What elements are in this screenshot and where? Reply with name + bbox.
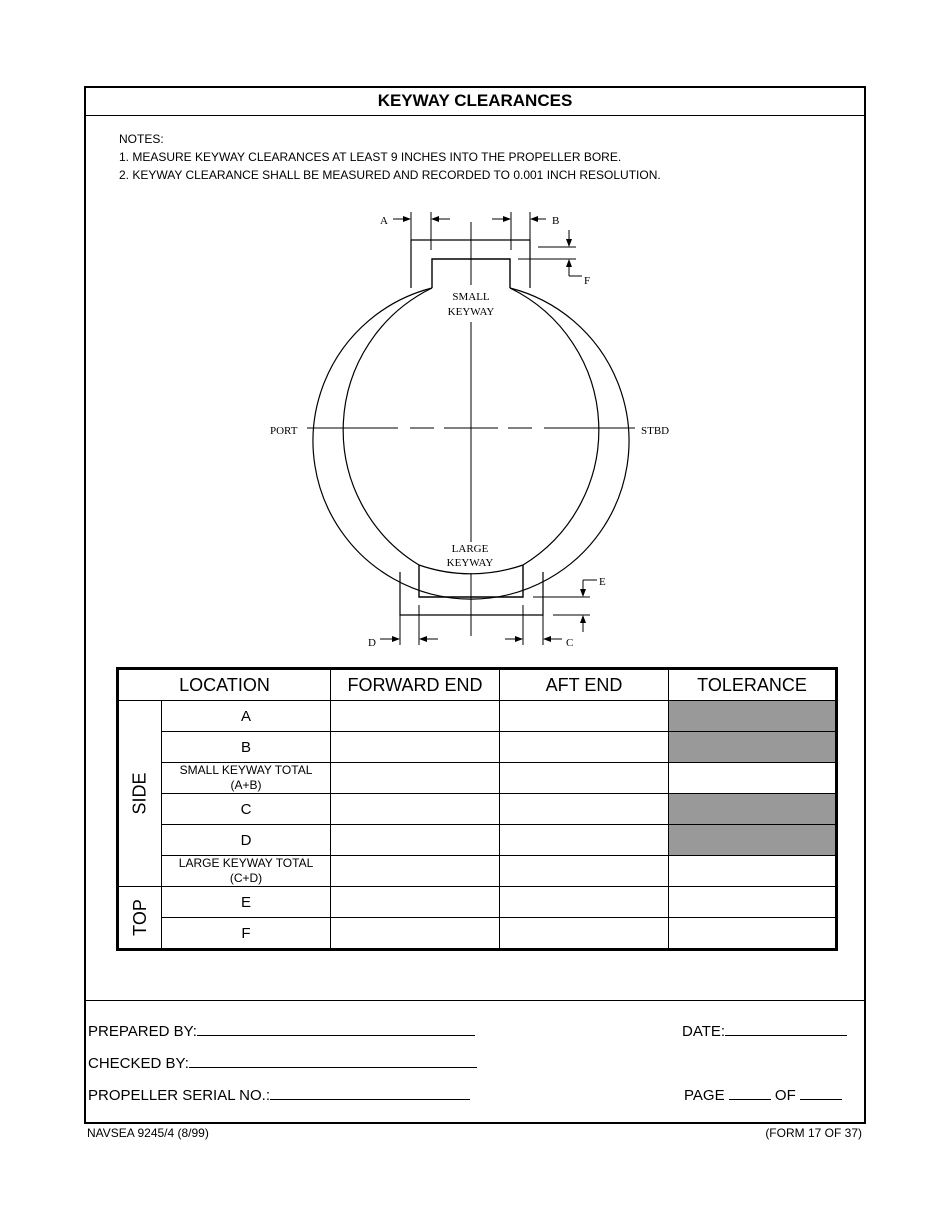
row-label-b: B xyxy=(162,732,331,763)
large-total-line-1: LARGE KEYWAY TOTAL xyxy=(178,856,314,870)
prepared-by-line[interactable] xyxy=(197,1021,475,1036)
dim-d-label: D xyxy=(368,637,376,649)
cell-d-forward[interactable] xyxy=(331,825,500,856)
large-total-line-2: (C+D) xyxy=(229,871,263,885)
checked-by-line[interactable] xyxy=(189,1053,477,1068)
of-label: OF xyxy=(774,1087,796,1104)
cell-d-aft[interactable] xyxy=(500,825,669,856)
row-label-small-total xyxy=(162,763,331,794)
header-location: LOCATION xyxy=(118,669,331,701)
cell-c-forward[interactable] xyxy=(331,794,500,825)
row-label-e: E xyxy=(162,887,331,918)
small-total-line-1: SMALL KEYWAY TOTAL xyxy=(179,763,313,777)
serial-label: PROPELLER SERIAL NO.: xyxy=(88,1087,271,1104)
large-keyway-label-2: KEYWAY xyxy=(446,557,494,569)
cell-f-tolerance[interactable] xyxy=(669,918,837,950)
cell-d-tolerance xyxy=(669,825,837,856)
checked-by-label: CHECKED BY: xyxy=(88,1055,189,1072)
cell-f-forward[interactable] xyxy=(331,918,500,950)
cell-e-aft[interactable] xyxy=(500,887,669,918)
header-forward-end: FORWARD END xyxy=(331,669,500,701)
dim-f-label: F xyxy=(584,275,591,287)
cell-small-total-aft[interactable] xyxy=(500,763,669,794)
group-top-label: TOP xyxy=(129,899,150,936)
row-label-f: F xyxy=(162,918,331,950)
group-side-label: SIDE xyxy=(129,772,150,815)
row-label-d: D xyxy=(162,825,331,856)
cell-small-total-forward[interactable] xyxy=(331,763,500,794)
header-aft-end: AFT END xyxy=(500,669,669,701)
notes xyxy=(119,130,661,184)
form-title: KEYWAY CLEARANCES xyxy=(86,88,864,116)
page-total-line[interactable] xyxy=(800,1085,842,1100)
notes-heading: NOTES: xyxy=(119,132,164,146)
dim-a-label: A xyxy=(380,215,388,227)
date-field[interactable] xyxy=(682,1021,847,1040)
large-keyway-label-1: LARGE xyxy=(451,543,489,555)
row-label-c: C xyxy=(162,794,331,825)
checked-by-field[interactable] xyxy=(88,1053,477,1072)
cell-small-total-tolerance[interactable] xyxy=(669,763,837,794)
group-top xyxy=(118,887,162,950)
cell-f-aft[interactable] xyxy=(500,918,669,950)
serial-field[interactable] xyxy=(88,1085,470,1104)
cell-c-aft[interactable] xyxy=(500,794,669,825)
page-number-line[interactable] xyxy=(729,1085,771,1100)
cell-large-total-forward[interactable] xyxy=(331,856,500,887)
footer-form-number: NAVSEA 9245/4 (8/99) xyxy=(87,1126,209,1140)
small-total-line-2: (A+B) xyxy=(230,778,262,792)
dim-c-label: C xyxy=(566,637,574,649)
header-tolerance: TOLERANCE xyxy=(669,669,837,701)
cell-e-forward[interactable] xyxy=(331,887,500,918)
date-line[interactable] xyxy=(725,1021,847,1036)
form-frame xyxy=(84,86,866,1124)
note-2: 2. KEYWAY CLEARANCE SHALL BE MEASURED AND RECORDED TO 0.001 INCH RESOLUTION. xyxy=(119,168,661,182)
dim-e-label: E xyxy=(599,576,606,588)
note-1: 1. MEASURE KEYWAY CLEARANCES AT LEAST 9 INCHES INTO THE PROPELLER BORE. xyxy=(119,150,622,164)
port-label: PORT xyxy=(270,425,298,437)
clearance-table xyxy=(116,667,838,951)
row-label-a: A xyxy=(162,701,331,732)
cell-b-tolerance xyxy=(669,732,837,763)
footer-form-page: (FORM 17 OF 37) xyxy=(765,1126,862,1140)
stbd-label: STBD xyxy=(641,425,670,437)
cell-large-total-aft[interactable] xyxy=(500,856,669,887)
serial-line[interactable] xyxy=(270,1085,470,1100)
cell-e-tolerance[interactable] xyxy=(669,887,837,918)
prepared-by-field[interactable] xyxy=(88,1021,475,1040)
prepared-by-label: PREPARED BY: xyxy=(88,1023,197,1040)
cell-b-aft[interactable] xyxy=(500,732,669,763)
date-label: DATE: xyxy=(682,1023,726,1040)
cell-a-tolerance xyxy=(669,701,837,732)
cell-c-tolerance xyxy=(669,794,837,825)
row-label-large-total xyxy=(162,856,331,887)
cell-large-total-tolerance[interactable] xyxy=(669,856,837,887)
signature-divider xyxy=(86,1000,864,1001)
dim-b-label: B xyxy=(552,215,560,227)
cell-a-forward[interactable] xyxy=(331,701,500,732)
group-side xyxy=(118,701,162,887)
cell-a-aft[interactable] xyxy=(500,701,669,732)
page-field[interactable] xyxy=(684,1085,842,1104)
page-label: PAGE xyxy=(684,1087,725,1104)
small-keyway-label-2: KEYWAY xyxy=(447,306,495,318)
cell-b-forward[interactable] xyxy=(331,732,500,763)
small-keyway-label-1: SMALL xyxy=(452,291,490,303)
